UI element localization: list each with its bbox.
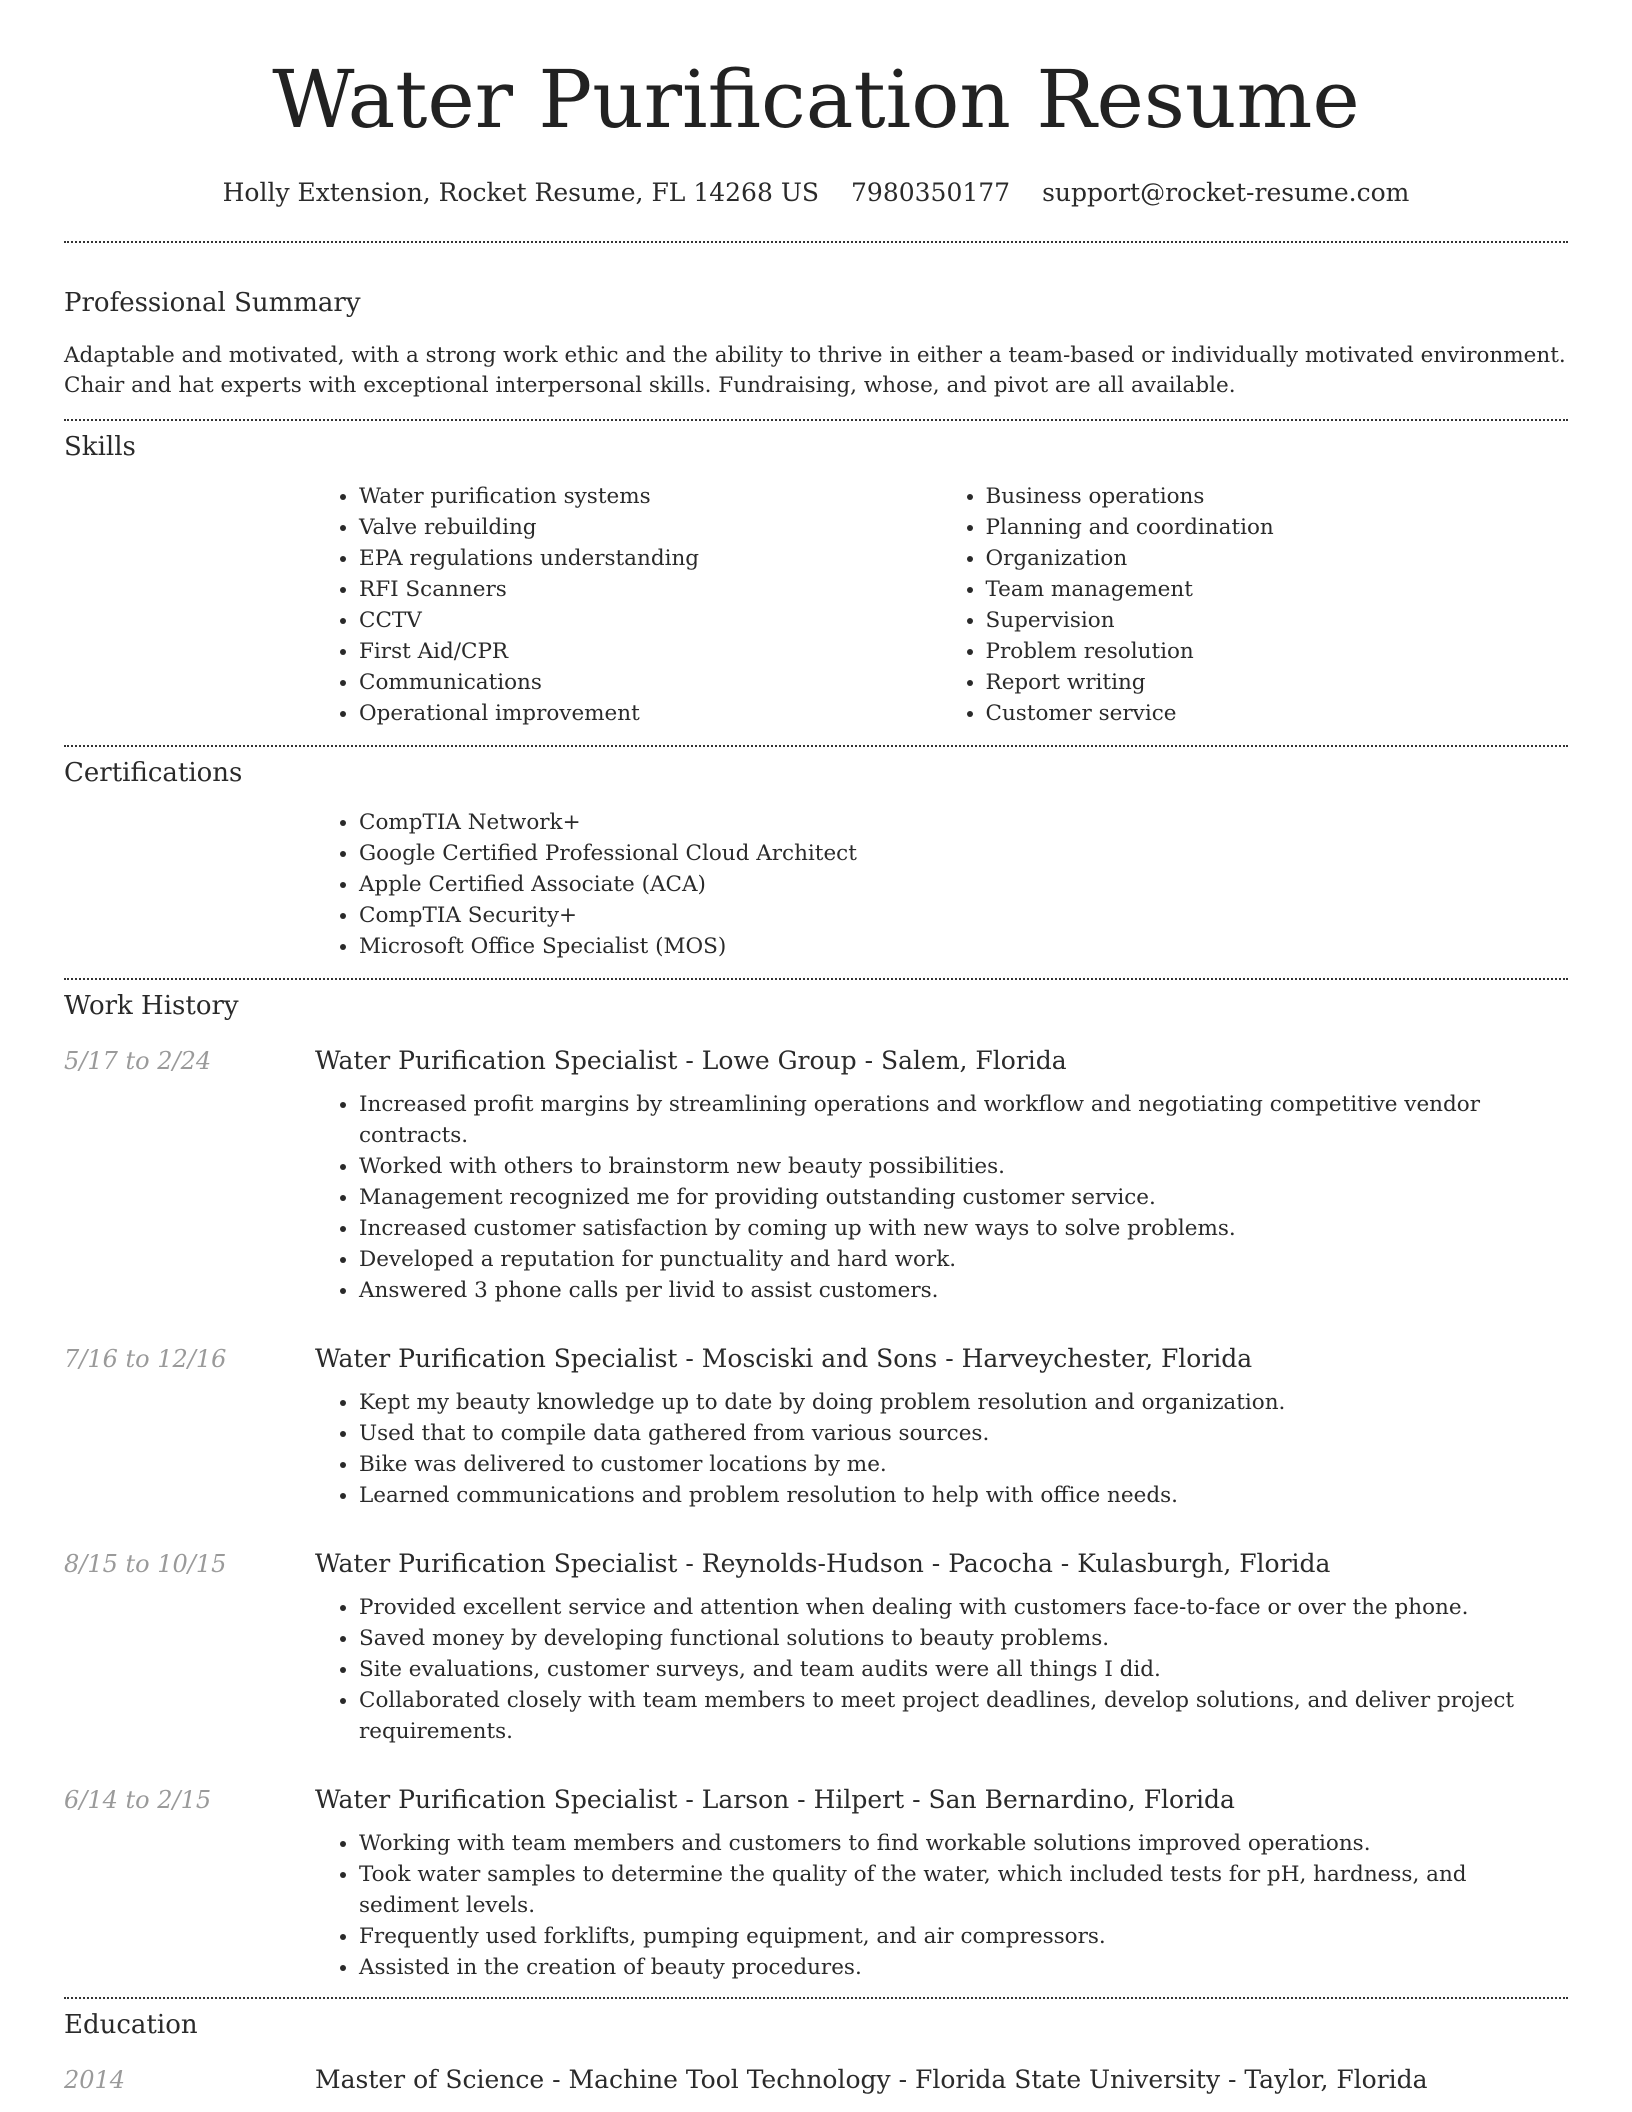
list-item: • Communications xyxy=(359,667,942,698)
list-item: • Increased profit margins by streamlining operations and workflow and negotiating competitive vendor contracts. xyxy=(359,1089,1568,1151)
skills-list-left xyxy=(315,481,942,729)
skills-columns xyxy=(315,481,1568,729)
work-entry-dates: 6/14 to 2/15 xyxy=(64,1786,212,1814)
work-history-heading: Work History xyxy=(64,991,239,1021)
contact-email: support@rocket-resume.com xyxy=(1042,178,1410,207)
list-item: • Working with team members and customers to find workable solutions improved operations. xyxy=(359,1828,1568,1859)
list-item: • Saved money by developing functional solutions to beauty problems. xyxy=(359,1623,1568,1654)
work-entry xyxy=(64,1549,1568,1747)
education-year: 2014 xyxy=(64,2066,126,2094)
certifications-section xyxy=(64,757,1568,962)
education-section xyxy=(64,2009,1568,2094)
work-entry-header xyxy=(64,1046,1568,1075)
list-item: • Problem resolution xyxy=(986,636,1569,667)
list-item: • First Aid/CPR xyxy=(359,636,942,667)
list-item: • Answered 3 phone calls per livid to assist customers. xyxy=(359,1275,1568,1306)
contact-address: Holly Extension, Rocket Resume, FL 14268 US xyxy=(222,178,820,207)
list-item: • Used that to compile data gathered from various sources. xyxy=(359,1418,1568,1449)
work-entry-title: Water Purification Specialist - Mosciski and Sons - Harveychester, Florida xyxy=(315,1344,1253,1373)
list-item: • Business operations xyxy=(986,481,1569,512)
summary-text: Adaptable and motivated, with a strong work ethic and the ability to thrive in either a team-based or individually motivated environment. Chair and hat experts with exceptional interpersonal skills. Fundraising, whose, and pivot are all available. xyxy=(64,343,1566,398)
section-divider xyxy=(64,241,1568,243)
list-item: • Increased customer satisfaction by coming up with new ways to solve problems. xyxy=(359,1213,1568,1244)
work-entry xyxy=(64,1046,1568,1306)
work-entry-dates: 5/17 to 2/24 xyxy=(64,1047,212,1075)
certifications-heading: Certifications xyxy=(64,758,243,788)
section-divider xyxy=(64,1997,1568,1999)
list-item: • Developed a reputation for punctuality and hard work. xyxy=(359,1244,1568,1275)
list-item: • Operational improvement xyxy=(359,698,942,729)
work-entry-dates: 8/15 to 10/15 xyxy=(64,1550,227,1578)
list-item: • CCTV xyxy=(359,605,942,636)
summary-heading: Professional Summary xyxy=(64,288,361,318)
list-item: • Bike was delivered to customer locations by me. xyxy=(359,1449,1568,1480)
list-item: • Planning and coordination xyxy=(986,512,1569,543)
list-item: • Provided excellent service and attention when dealing with customers face-to-face or over the phone. xyxy=(359,1592,1568,1623)
list-item: • CompTIA Security+ xyxy=(359,900,1568,931)
list-item: • Management recognized me for providing outstanding customer service. xyxy=(359,1182,1568,1213)
section-divider xyxy=(64,745,1568,747)
work-entry-header xyxy=(64,1785,1568,1814)
skills-section xyxy=(64,431,1568,729)
work-entry-title: Water Purification Specialist - Lowe Group - Salem, Florida xyxy=(315,1046,1067,1075)
skills-list-right xyxy=(942,481,1569,729)
list-item: • Organization xyxy=(986,543,1569,574)
work-entry-header xyxy=(64,1549,1568,1578)
list-item: • Report writing xyxy=(986,667,1569,698)
work-entry-title: Water Purification Specialist - Reynolds-Hudson - Pacocha - Kulasburgh, Florida xyxy=(315,1549,1331,1578)
summary-section xyxy=(64,287,1568,401)
work-entry xyxy=(64,1785,1568,1983)
page-title: Water Purification Resume xyxy=(272,53,1360,146)
list-item: • Assisted in the creation of beauty procedures. xyxy=(359,1952,1568,1983)
work-entry xyxy=(64,1344,1568,1511)
list-item: • Team management xyxy=(986,574,1569,605)
list-item: • Frequently used forklifts, pumping equipment, and air compressors. xyxy=(359,1921,1568,1952)
list-item: • Learned communications and problem resolution to help with office needs. xyxy=(359,1480,1568,1511)
skills-heading: Skills xyxy=(64,432,136,462)
list-item: • Took water samples to determine the quality of the water, which included tests for pH, hardness, and sediment levels. xyxy=(359,1859,1568,1921)
list-item: • Collaborated closely with team members to meet project deadlines, develop solutions, and deliver project requirements. xyxy=(359,1685,1568,1747)
list-item: • EPA regulations understanding xyxy=(359,543,942,574)
list-item: • Site evaluations, customer surveys, and team audits were all things I did. xyxy=(359,1654,1568,1685)
list-item: • RFI Scanners xyxy=(359,574,942,605)
work-entry-bullets xyxy=(315,1387,1568,1511)
education-heading: Education xyxy=(64,2010,198,2040)
work-history-section xyxy=(64,990,1568,1983)
list-item: • Google Certified Professional Cloud Architect xyxy=(359,838,1568,869)
work-entry-bullets xyxy=(315,1089,1568,1306)
certifications-list xyxy=(315,807,1568,962)
contact-line xyxy=(64,178,1568,207)
list-item: • CompTIA Network+ xyxy=(359,807,1568,838)
list-item: • Worked with others to brainstorm new beauty possibilities. xyxy=(359,1151,1568,1182)
work-entry-header xyxy=(64,1344,1568,1373)
list-item: • Valve rebuilding xyxy=(359,512,942,543)
work-entry-dates: 7/16 to 12/16 xyxy=(64,1345,227,1373)
list-item: • Kept my beauty knowledge up to date by doing problem resolution and organization. xyxy=(359,1387,1568,1418)
list-item: • Water purification systems xyxy=(359,481,942,512)
list-item: • Microsoft Office Specialist (MOS) xyxy=(359,931,1568,962)
education-title: Master of Science - Machine Tool Technology - Florida State University - Taylor, Florida xyxy=(315,2065,1428,2094)
list-item: • Supervision xyxy=(986,605,1569,636)
section-divider xyxy=(64,978,1568,980)
list-item: • Apple Certified Associate (ACA) xyxy=(359,869,1568,900)
education-entry xyxy=(64,2065,1568,2094)
list-item: • Customer service xyxy=(986,698,1569,729)
work-entry-bullets xyxy=(315,1828,1568,1983)
contact-phone: 7980350177 xyxy=(851,178,1011,207)
work-entry-bullets xyxy=(315,1592,1568,1747)
section-divider xyxy=(64,419,1568,421)
work-entry-title: Water Purification Specialist - Larson - Hilpert - San Bernardino, Florida xyxy=(315,1785,1235,1814)
